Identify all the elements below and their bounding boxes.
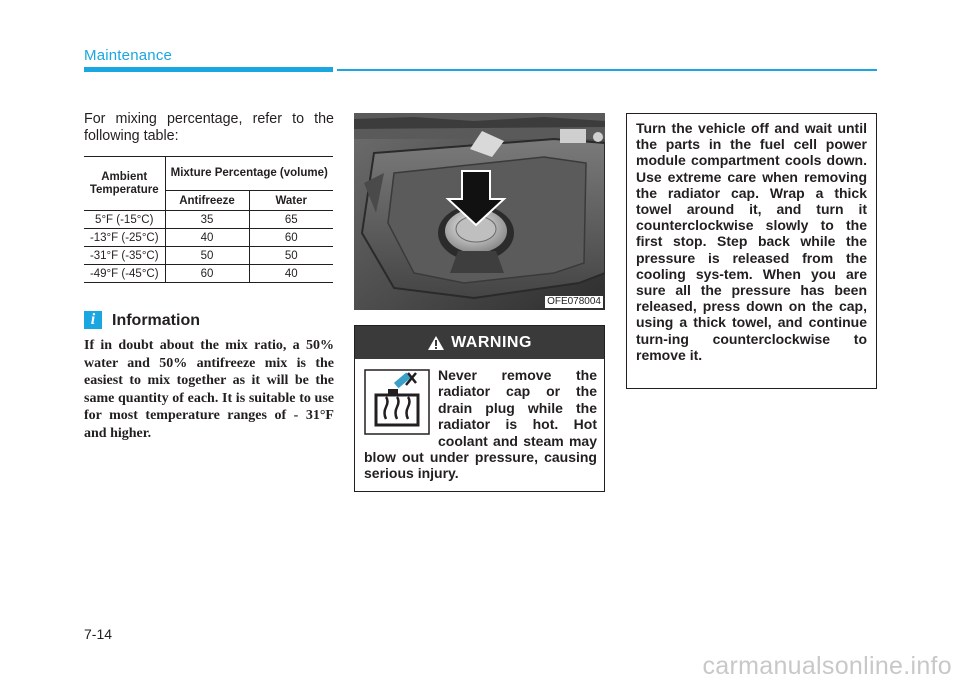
- cell-antifreeze: 40: [165, 229, 249, 247]
- col-antifreeze: Antifreeze: [165, 191, 249, 211]
- warning-triangle-icon: [427, 335, 445, 351]
- page-number: 7-14: [84, 626, 113, 642]
- col-ambient-temperature: Ambient Temperature: [84, 157, 165, 211]
- cell-temperature: -13°F (-25°C): [84, 229, 165, 247]
- info-icon: i: [84, 311, 102, 329]
- warning-text: [364, 367, 597, 482]
- cell-antifreeze: 35: [165, 211, 249, 229]
- radiator-cap-photo: [354, 113, 605, 310]
- table-row: [84, 211, 333, 229]
- warning-label: WARNING: [451, 333, 532, 351]
- cell-temperature: 5°F (-15°C): [84, 211, 165, 229]
- cell-water: 65: [249, 211, 333, 229]
- caution-box: [626, 113, 877, 389]
- table-row: [84, 229, 333, 247]
- photo-code: OFE078004: [547, 296, 601, 307]
- cell-water: 50: [249, 247, 333, 265]
- engine-bay-illustration: [354, 113, 605, 310]
- warning-body: Never remove the radiator cap or the drain plug while the radiator is hot. Hot coolant and steam may blow out under pressure, causing serious injury.: [364, 367, 597, 482]
- warning-header: [355, 326, 604, 359]
- cell-antifreeze: 60: [165, 265, 249, 283]
- intro-text: For mixing percentage, refer to the following table:: [84, 111, 334, 144]
- caution-text: Turn the vehicle off and wait until the parts in the fuel cell power module compartment cools down. Use extreme care when removing the radiator cap. Wrap a thick towel around it, and turn it counterclockwise slowly to the first stop. Step back while the pressure is released from the cooling sys-tem. When you are sure all the pressure has been released, press down on the cap, using a thick towel, and continue turn-ing counterclockwise to remove it.: [636, 120, 867, 363]
- watermark: carmanualsonline.info: [702, 652, 952, 680]
- table-row: [84, 265, 333, 283]
- warning-icon-spacer: [364, 367, 438, 443]
- cell-temperature: -31°F (-35°C): [84, 247, 165, 265]
- cell-water: 40: [249, 265, 333, 283]
- table-row: [84, 247, 333, 265]
- information-body: If in doubt about the mix ratio, a 50% water and 50% antifreeze mix is the easiest to mix together as it will be the same quantity of each. It is suitable to use for most temperature ranges of - 31°F and higher.: [84, 338, 334, 441]
- mixture-table: [84, 156, 333, 283]
- col-mixture-percentage: Mixture Percentage (volume): [165, 157, 333, 191]
- cell-antifreeze: 50: [165, 247, 249, 265]
- section-title: Maintenance: [84, 47, 173, 64]
- header-rule-thick: [84, 67, 333, 72]
- header-rule-thin: [337, 69, 877, 71]
- cell-temperature: -49°F (-45°C): [84, 265, 165, 283]
- information-title: Information: [112, 312, 200, 329]
- warning-box: [354, 325, 605, 492]
- col-water: Water: [249, 191, 333, 211]
- cell-water: 60: [249, 229, 333, 247]
